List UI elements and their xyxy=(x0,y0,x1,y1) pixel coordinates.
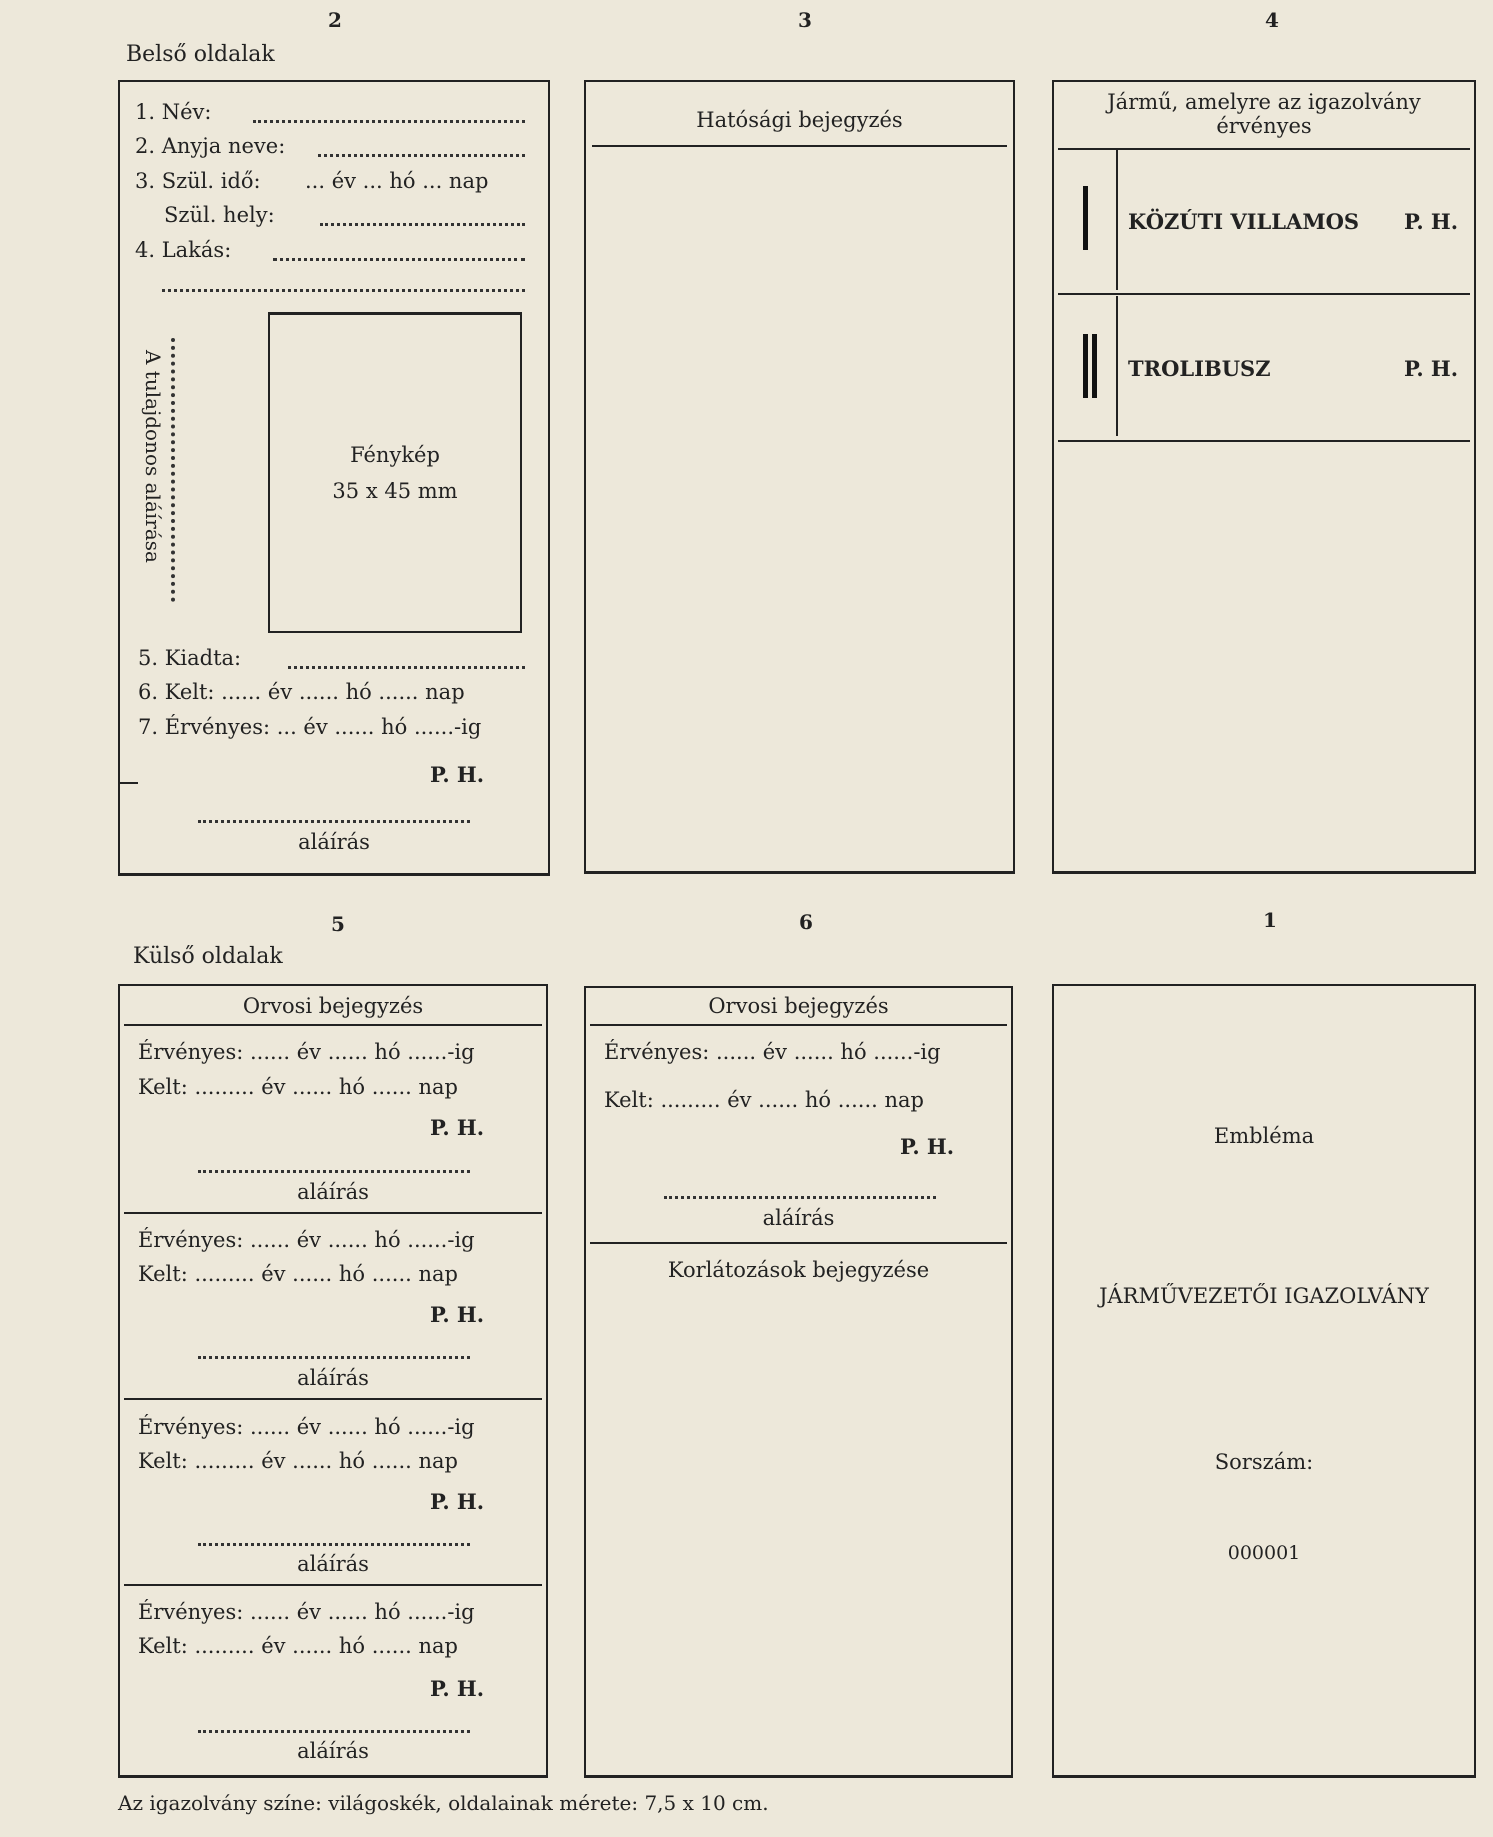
panel-page-6 xyxy=(584,986,1013,1778)
vehicle-stamp-1: P. H. xyxy=(1404,209,1459,234)
panel-page-5 xyxy=(118,984,548,1778)
name-dots xyxy=(253,120,525,123)
footer-note: Az igazolvány színe: világoskék, oldalainak mérete: 7,5 x 10 cm. xyxy=(118,1791,769,1815)
medical-signature-1: aláírás xyxy=(297,1180,369,1204)
medical-entry-title: Orvosi bejegyzés xyxy=(242,994,424,1018)
medical-valid-1: Érvényes: ...... év ...... hó ......-ig xyxy=(138,1040,475,1064)
valid-until: 7. Érvényes: ... év ...... hó ......-ig xyxy=(138,715,482,739)
document-title: JÁRMŰVEZETŐI IGAZOLVÁNY xyxy=(1099,1284,1429,1308)
issued-by-dots xyxy=(288,666,525,669)
owner-signature-label: A tulajdonos aláírása xyxy=(141,350,165,563)
medical-signature-4: aláírás xyxy=(297,1739,369,1763)
p6-valid: Érvényes: ...... év ...... hó ......-ig xyxy=(604,1040,941,1064)
medical-valid-2: Érvényes: ...... év ...... hó ......-ig xyxy=(138,1228,475,1252)
page-number-4: 4 xyxy=(1265,8,1279,32)
serial-number: 000001 xyxy=(1227,1542,1301,1564)
medical-date-4: Kelt: ......... év ...... hó ...... nap xyxy=(138,1634,458,1658)
medical-stamp-2: P. H. xyxy=(430,1302,485,1327)
mother-name-label: 2. Anyja neve: xyxy=(135,134,286,158)
birth-place-label: Szül. hely: xyxy=(164,203,275,227)
medical-date-1: Kelt: ......... év ...... hó ...... nap xyxy=(138,1075,458,1099)
medical-signature-2: aláírás xyxy=(297,1366,369,1390)
photo-label: Fénykép xyxy=(350,443,440,467)
address-dots-2 xyxy=(162,289,525,292)
roman-numeral-2-icon xyxy=(1083,334,1101,402)
page-number-3: 3 xyxy=(798,8,812,32)
birth-date-fields: ... év ... hó ... nap xyxy=(305,169,489,193)
signature-dots xyxy=(198,820,470,823)
page-number-1: 1 xyxy=(1263,908,1277,932)
page-number-5: 5 xyxy=(331,912,345,936)
outer-pages-label: Külső oldalak xyxy=(133,944,283,969)
medical-entry-title-p6: Orvosi bejegyzés xyxy=(708,994,889,1018)
signature-label: aláírás xyxy=(298,830,370,854)
panel-page-1-cover xyxy=(1052,984,1476,1778)
p6-date: Kelt: ......... év ...... hó ...... nap xyxy=(604,1088,924,1112)
vehicle-stamp-2: P. H. xyxy=(1404,356,1459,381)
emblem-placeholder: Embléma xyxy=(1213,1124,1315,1148)
authority-entry-title: Hatósági bejegyzés xyxy=(696,108,903,132)
p6-stamp: P. H. xyxy=(900,1134,955,1159)
vehicle-title-line2: érvényes xyxy=(1216,114,1312,138)
serial-label: Sorszám: xyxy=(1214,1450,1314,1474)
medical-valid-4: Érvényes: ...... év ...... hó ......-ig xyxy=(138,1600,475,1624)
page-number-2: 2 xyxy=(328,8,342,32)
issued-by-label: 5. Kiadta: xyxy=(138,646,242,670)
stamp-placeholder: P. H. xyxy=(430,762,485,787)
vehicle-name-2: TROLIBUSZ xyxy=(1128,356,1271,381)
medical-valid-3: Érvényes: ...... év ...... hó ......-ig xyxy=(138,1415,475,1439)
inner-pages-label: Belső oldalak xyxy=(126,42,275,67)
address-label: 4. Lakás: xyxy=(135,238,232,262)
photo-box xyxy=(268,312,522,633)
photo-size: 35 x 45 mm xyxy=(332,479,458,503)
medical-date-2: Kelt: ......... év ...... hó ...... nap xyxy=(138,1262,458,1286)
panel-page-4 xyxy=(1052,80,1476,874)
medical-signature-dots-2 xyxy=(198,1356,470,1359)
page-number-6: 6 xyxy=(799,910,813,934)
issue-date: 6. Kelt: ...... év ...... hó ...... nap xyxy=(138,680,465,704)
medical-stamp-1: P. H. xyxy=(430,1115,485,1140)
medical-stamp-4: P. H. xyxy=(430,1676,485,1701)
medical-signature-dots-4 xyxy=(198,1730,470,1733)
owner-signature-dots xyxy=(171,338,175,602)
roman-numeral-1-icon xyxy=(1083,186,1092,254)
p6-signature: aláírás xyxy=(762,1206,835,1230)
restrictions-title: Korlátozások bejegyzése xyxy=(667,1258,930,1282)
panel-page-3 xyxy=(584,80,1015,874)
mother-name-dots xyxy=(318,154,525,157)
medical-date-3: Kelt: ......... év ...... hó ...... nap xyxy=(138,1449,458,1473)
address-dots xyxy=(273,258,525,261)
medical-signature-dots-1 xyxy=(198,1170,470,1173)
vehicle-name-1: KÖZÚTI VILLAMOS xyxy=(1128,209,1360,234)
medical-stamp-3: P. H. xyxy=(430,1489,485,1514)
medical-signature-dots-3 xyxy=(198,1543,470,1546)
name-label: 1. Név: xyxy=(135,100,212,124)
medical-signature-3: aláírás xyxy=(297,1552,369,1576)
panel-page-2 xyxy=(118,80,550,876)
birth-date-label: 3. Szül. idő: xyxy=(135,169,261,193)
p6-signature-dots xyxy=(664,1196,936,1199)
birth-place-dots xyxy=(320,223,525,226)
vehicle-title-line1: Jármű, amelyre az igazolvány xyxy=(1107,90,1421,114)
